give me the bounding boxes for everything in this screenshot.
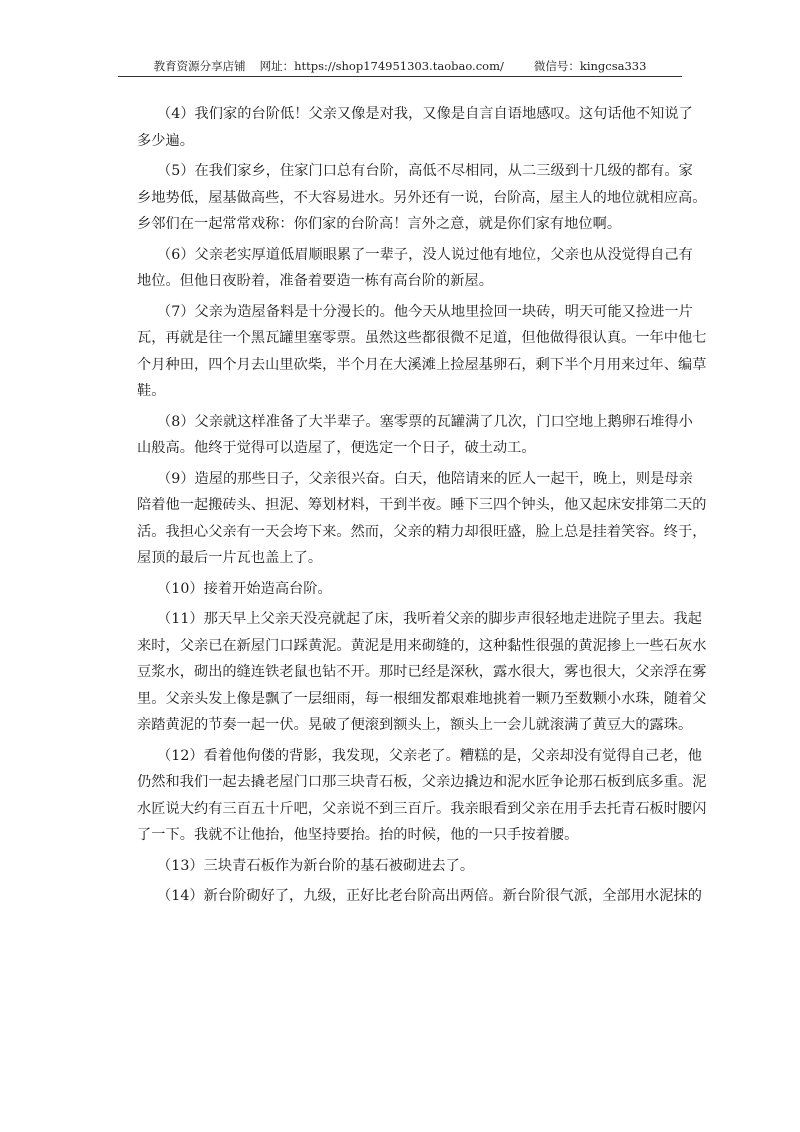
text-line: 来时，父亲已在新屋门口踩黄泥。黄泥是用来砌缝的，这种黏性很强的黄泥掺上一些石灰水 [137,637,707,654]
text-line: 陪着他一起搬砖头、担泥、筹划材料，干到半夜。睡下三四个钟头，他又起床安排第二天的 [137,497,707,513]
text-line: 个月种田，四个月去山里砍柴，半个月在大溪滩上捡屋基卵石，剩下半个月用来过年、编草 [137,356,707,373]
text-line: （4）我们家的台阶低！父亲又像是对我，又像是自言自语地感叹。这句话他不知说了 [157,106,693,122]
text-line: （10）接着开始造高台阶。 [157,580,332,597]
paragraph [137,299,707,405]
text-line: 地位。但他日夜盼着，准备着要造一栋有高台阶的新屋。 [137,273,493,289]
text-line: （13）三块青石板作为新台阶的基石被砌进去了。 [157,857,475,874]
text-line: 里。父亲头发上像是飘了一层细雨，每一根细发都艰难地挑着一颗乃至数颗小水珠，随着父 [137,690,707,707]
paragraph [137,606,707,739]
text-line: （8）父亲就这样准备了大半辈子。塞零票的瓦罐满了几次，门口空地上鹅卵石堆得小 [157,413,693,430]
text-line: （5）在我们家乡，住家门口总有台阶，高低不尽相同，从二三级到十几级的都有。家 [157,163,693,179]
text-line: 屋顶的最后一片瓦也盖上了。 [137,550,323,566]
paragraph [137,101,693,154]
text-line: （6）父亲老实厚道低眉顺眼累了一辈子，没人说过他有地位，父亲也从没觉得自己有 [157,246,693,263]
header-wechat-id: 微信号：kingcsa333 [533,59,647,73]
paragraph [137,409,693,462]
text-line: 豆浆水，砌出的缝连铁老鼠也钻不开。那时已经是深秋，露水很大，雾也很大，父亲浮在雾 [137,664,707,680]
text-line: 鞋。 [137,383,166,399]
text-line: 乡邻们在一起常常戏称：你们家的台阶高！言外之意，就是你们家有地位啊。 [137,216,622,232]
text-line: 活。我担心父亲有一天会垮下来。然而，父亲的精力却很旺盛，脸上总是挂着笑容。终于， [137,523,707,540]
text-line: （9）造屋的那些日子，父亲很兴奋。白天，他陪请来的匠人一起干，晚上，则是母亲 [157,470,693,487]
text-line: 瓦，再就是往一个黑瓦罐里塞零票。虽然这些都很微不足道，但他做得很认真。一年中他七 [137,330,707,346]
paragraph [137,743,707,849]
text-line: （11）那天早上父亲天没亮就起了床，我听着父亲的脚步声很轻地走进院子里去。我起 [157,611,702,627]
paragraph [137,158,707,238]
text-line: （7）父亲为造屋备料是十分漫长的。他今天从地里捡回一块砖，明天可能又捡进一片 [157,303,693,320]
text-line: 山般高。他终于觉得可以造屋了，便选定一个日子，破土动工。 [137,440,536,456]
paragraph [137,853,682,880]
paragraph [137,466,707,572]
text-line: 了一下。我就不让他抬，他坚持要抬。抬的时候，他的一只手按着腰。 [137,827,579,843]
text-line: 水匠说大约有三百五十斤吧，父亲说不到三百斤。我亲眼看到父亲在用手去托青石板时腰闪 [137,800,707,817]
text-line: 乡地势低，屋基做高些，不大容易进水。另外还有一说，台阶高，屋主人的地位就相应高。 [137,189,707,206]
page-header [118,56,682,76]
header-divider [118,76,682,77]
paragraph [137,576,682,603]
text-line: 仍然和我们一起去撬老屋门口那三块青石板，父亲边撬边和泥水匠争论那石板到底多重。泥 [137,774,707,790]
text-line: 多少遍。 [137,132,194,149]
paragraph [137,883,702,910]
text-line: （12）看着他佝偻的背影，我发现，父亲老了。糟糕的是，父亲却没有觉得自己老，他 [157,747,702,764]
text-line: （14）新台阶砌好了，九级，正好比老台阶高出两倍。新台阶很气派，全部用水泥抹的 [157,888,702,904]
header-shop-name: 教育资源分享店铺 [153,59,246,73]
article-body [137,101,707,910]
header-site-url: 网址：https://shop174951303.taobao.com/ [259,59,504,73]
paragraph [137,242,693,295]
text-line: 亲踏黄泥的节奏一起一伏。晃破了便滚到额头上，额头上一会儿就滚满了黄豆大的露珠。 [137,717,693,733]
